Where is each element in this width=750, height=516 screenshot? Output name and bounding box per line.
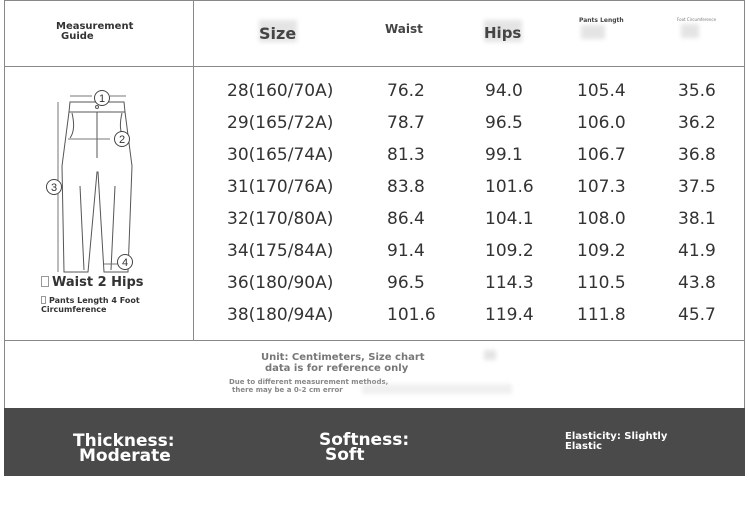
guide-title-line2: Guide: [61, 31, 94, 42]
table-row: [194, 139, 745, 171]
thickness-label: Thickness:: [73, 431, 175, 451]
cell-length: 105.4: [577, 81, 626, 101]
pants-length-blur: [581, 25, 605, 39]
legend-line1: Waist 2 Hips: [52, 275, 144, 290]
header-pants-length: Pants Length: [579, 17, 624, 24]
cell-size: 28(160/70A): [227, 81, 334, 101]
error-note-line2: there may be a 0-2 cm error: [232, 386, 343, 394]
cell-hips: 96.5: [485, 113, 523, 133]
legend-line3: Circumference: [41, 305, 107, 314]
elasticity-feature: [565, 432, 667, 452]
cell-hips: 119.4: [485, 305, 534, 325]
marker-1-icon: [93, 89, 111, 107]
marker-4-icon: [116, 253, 134, 271]
softness-value: Soft: [325, 445, 365, 465]
cell-size: 36(180/90A): [227, 273, 334, 293]
elasticity-line1: Elasticity: Slightly: [565, 431, 668, 442]
cell-waist: 78.7: [387, 113, 425, 133]
legend-waist-hips: [41, 275, 144, 290]
cell-size: 34(175/84A): [227, 241, 334, 261]
cell-length: 106.0: [577, 113, 626, 133]
cell-foot: 37.5: [678, 177, 716, 197]
cell-waist: 96.5: [387, 273, 425, 293]
softness-feature: [319, 430, 410, 465]
marker-2-icon: [113, 130, 131, 148]
cell-waist: 101.6: [387, 305, 436, 325]
cell-hips: 114.3: [485, 273, 534, 293]
cell-length: 107.3: [577, 177, 626, 197]
elasticity-line2: Elastic: [565, 441, 603, 452]
cell-length: 108.0: [577, 209, 626, 229]
cell-foot: 36.2: [678, 113, 716, 133]
cell-size: 32(170/80A): [227, 209, 334, 229]
svg-text:1: 1: [98, 93, 106, 105]
thickness-feature: [73, 431, 175, 466]
cell-foot: 35.6: [678, 81, 716, 101]
cell-foot: 41.9: [678, 241, 716, 261]
svg-text:4: 4: [121, 257, 129, 269]
cell-length: 106.7: [577, 145, 626, 165]
unit-note-line1: Unit: Centimeters, Size chart: [261, 352, 425, 363]
unit-note-line2: data is for reference only: [265, 363, 409, 374]
table-row: [194, 75, 745, 107]
cell-waist: 81.3: [387, 145, 425, 165]
error-note-blur: [362, 384, 512, 394]
cell-waist: 83.8: [387, 177, 425, 197]
table-bottom-divider: [4, 340, 745, 341]
table-row: [194, 299, 745, 331]
cell-hips: 104.1: [485, 209, 534, 229]
legend-length-foot: [41, 296, 140, 314]
legend-box-small-icon: [41, 296, 46, 304]
header-waist: Waist: [385, 22, 423, 36]
table-row: [194, 171, 745, 203]
header-divider: [4, 66, 745, 67]
cell-length: 109.2: [577, 241, 626, 261]
measurement-guide-title: [56, 22, 133, 42]
cell-waist: 91.4: [387, 241, 425, 261]
cell-size: 29(165/72A): [227, 113, 334, 133]
svg-text:2: 2: [118, 134, 126, 146]
cell-size: 31(170/76A): [227, 177, 334, 197]
error-note-line1: Due to different measurement methods,: [229, 378, 389, 386]
header-hips: Hips: [484, 24, 522, 42]
cell-size: 30(165/74A): [227, 145, 334, 165]
table-row: [194, 203, 745, 235]
cell-hips: 94.0: [485, 81, 523, 101]
foot-header-blur: [681, 24, 699, 38]
cell-hips: 109.2: [485, 241, 534, 261]
thickness-value: Moderate: [79, 446, 171, 466]
softness-label: Softness:: [319, 430, 410, 450]
cell-length: 111.8: [577, 305, 626, 325]
unit-note: [261, 352, 425, 374]
cell-size: 38(180/94A): [227, 305, 334, 325]
cell-hips: 101.6: [485, 177, 534, 197]
cell-foot: 45.7: [678, 305, 716, 325]
table-row: [194, 267, 745, 299]
guide-title-line1: Measurement: [56, 21, 134, 32]
cell-hips: 99.1: [485, 145, 523, 165]
cell-foot: 36.8: [678, 145, 716, 165]
note-blur: [484, 350, 496, 360]
table-row: [194, 235, 745, 267]
svg-text:3: 3: [50, 182, 58, 194]
legend-line2: Pants Length 4 Foot: [49, 296, 140, 305]
header-size: Size: [259, 24, 297, 43]
cell-foot: 38.1: [678, 209, 716, 229]
marker-3-icon: [45, 178, 63, 196]
table-row: [194, 107, 745, 139]
cell-foot: 43.8: [678, 273, 716, 293]
cell-length: 110.5: [577, 273, 626, 293]
header-foot-circumference: Foot Circumference: [677, 17, 717, 22]
cell-waist: 86.4: [387, 209, 425, 229]
legend-box-icon: [41, 276, 49, 287]
cell-waist: 76.2: [387, 81, 425, 101]
